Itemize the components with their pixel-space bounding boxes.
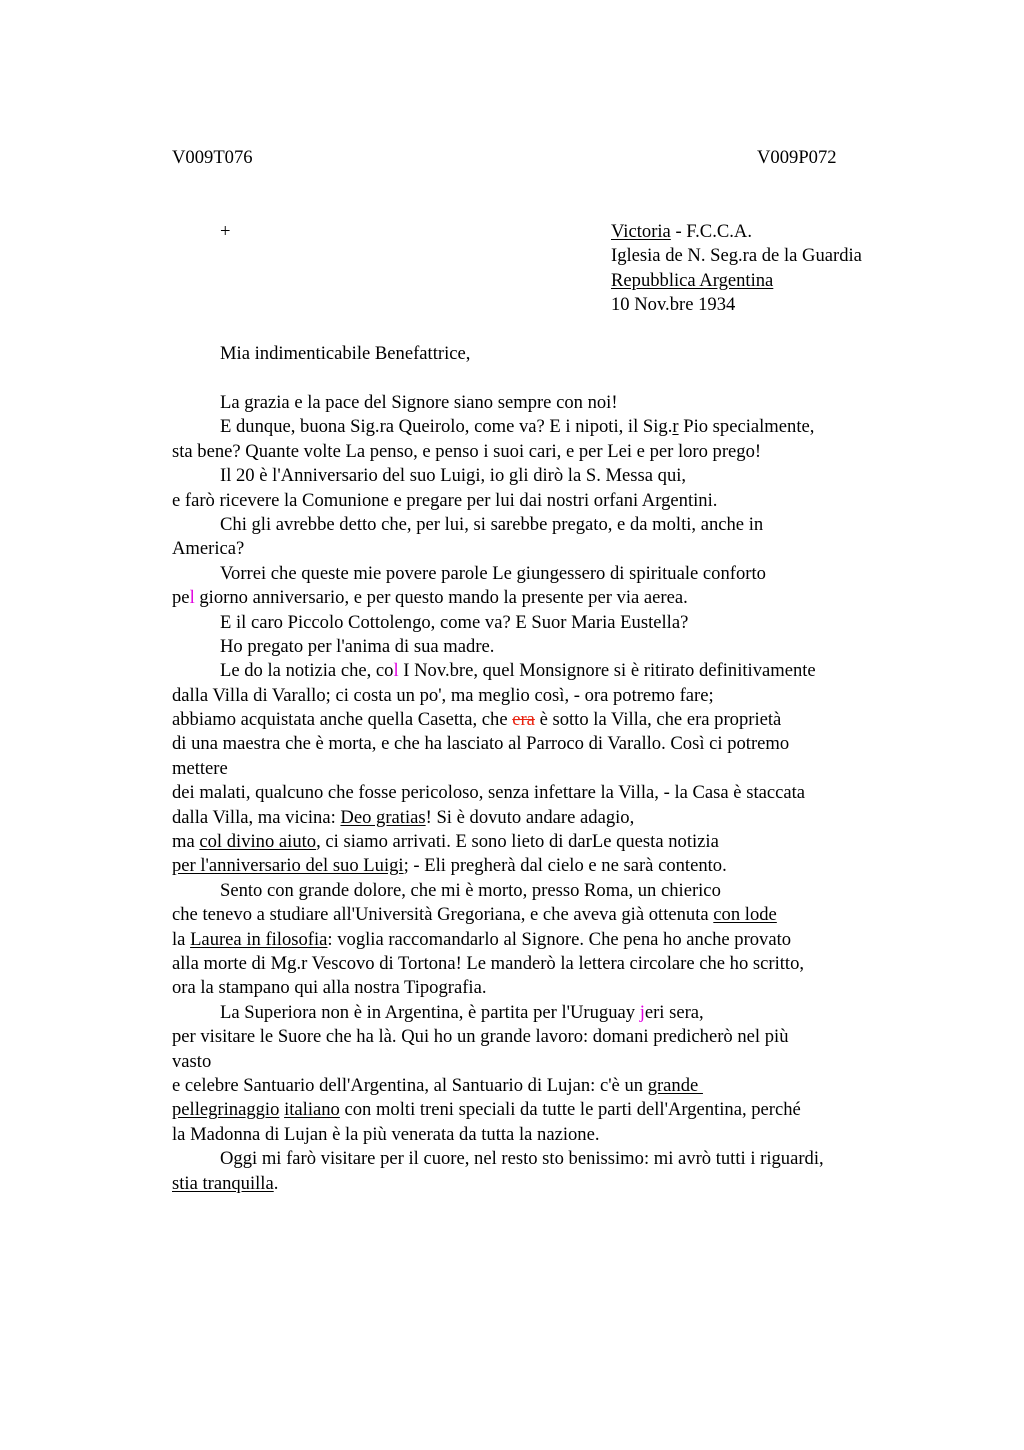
letter-body bbox=[172, 391, 912, 1196]
body-line bbox=[172, 928, 912, 952]
text-run: è sotto la Villa, che era proprietà bbox=[534, 709, 782, 731]
underlined-text: Deo gratias bbox=[340, 806, 426, 828]
body-line bbox=[172, 415, 912, 439]
text-run: , ci siamo arrivati. E sono lieto di darLe questa notizia bbox=[316, 831, 719, 853]
body-line: ora la stampano qui alla nostra Tipografia. bbox=[172, 977, 487, 999]
place-name: Victoria bbox=[611, 221, 671, 242]
underlined-text: r bbox=[672, 416, 679, 438]
address-line-country: Repubblica Argentina bbox=[611, 269, 774, 291]
body-line: Il 20 è l'Anniversario del suo Luigi, io gli dirò la S. Messa qui, bbox=[220, 465, 687, 487]
document-code-right: V009P072 bbox=[757, 147, 837, 168]
body-line: Ho pregato per l'anima di sua madre. bbox=[220, 635, 495, 657]
salutation: Mia indimenticabile Benefattrice, bbox=[220, 343, 471, 364]
text-run: Pio specialmente, bbox=[678, 416, 815, 438]
body-line bbox=[172, 1172, 912, 1196]
text-run: con molti treni speciali da tutte le parti dell'Argentina, perché bbox=[339, 1099, 801, 1121]
text-run: ma bbox=[172, 831, 200, 853]
body-line bbox=[172, 854, 912, 878]
text-run: Le do la notizia che, co bbox=[220, 660, 394, 682]
underlined-text: per l'anniversario del suo Luigi bbox=[172, 855, 404, 877]
body-line bbox=[172, 659, 912, 683]
page-header bbox=[0, 0, 1024, 180]
inserted-letter: l bbox=[189, 587, 195, 609]
text-run: giorno anniversario, e per questo mando la presente per via aerea. bbox=[194, 587, 688, 609]
body-line: alla morte di Mg.r Vescovo di Tortona! Le manderò la lettera circolare che ho scritto, bbox=[172, 952, 805, 974]
document-code-left: V009T076 bbox=[172, 147, 253, 168]
body-line: dei malati, qualcuno che fosse pericoloso, senza infettare la Villa, - la Casa è staccata bbox=[172, 782, 806, 804]
letter-date: 10 Nov.bre 1934 bbox=[611, 294, 736, 316]
body-line bbox=[172, 708, 912, 732]
underlined-text: col divino aiuto bbox=[199, 831, 317, 853]
address-line-place bbox=[611, 220, 862, 244]
body-line bbox=[172, 1001, 912, 1025]
body-line bbox=[172, 806, 912, 830]
body-line: America? bbox=[172, 538, 245, 560]
cross-symbol: + bbox=[220, 221, 231, 242]
body-line: Oggi mi farò visitare per il cuore, nel resto sto benissimo: mi avrò tutti i riguardi, bbox=[220, 1148, 824, 1170]
text-run: pe bbox=[172, 587, 190, 609]
text-run: che tenevo a studiare all'Università Gregoriana, e che aveva già ottenuta bbox=[172, 904, 714, 926]
body-line: Sento con grande dolore, che mi è morto, presso Roma, un chierico bbox=[220, 879, 721, 901]
body-line bbox=[172, 1074, 912, 1098]
body-line: la Madonna di Lujan è la più venerata da tutta la nazione. bbox=[172, 1123, 600, 1145]
text-run: . bbox=[273, 1172, 279, 1194]
body-line bbox=[172, 903, 912, 927]
text-run: ; - Eli pregherà dal cielo e ne sarà contento. bbox=[403, 855, 727, 877]
text-run: la bbox=[172, 928, 191, 950]
text-run: E dunque, buona Sig.ra Queirolo, come va? E i nipoti, il Sig. bbox=[220, 416, 673, 438]
underlined-text: grande bbox=[647, 1074, 703, 1096]
body-line: mettere bbox=[172, 757, 228, 779]
underlined-text: italiano bbox=[284, 1099, 340, 1121]
body-line: per visitare le Suore che ha là. Qui ho un grande lavoro: domani predicherò nel più bbox=[172, 1026, 789, 1048]
body-line: di una maestra che è morta, e che ha lasciato al Parroco di Varallo. Così ci potremo bbox=[172, 733, 790, 755]
body-line: La grazia e la pace del Signore siano sempre con noi! bbox=[220, 392, 618, 413]
underlined-text: Laurea in filosofia bbox=[190, 928, 328, 950]
underlined-text: stia tranquilla bbox=[172, 1172, 274, 1194]
body-line bbox=[172, 586, 912, 610]
body-line: Chi gli avrebbe detto che, per lui, si sarebbe pregato, e da molti, anche in bbox=[220, 513, 764, 535]
place-rest: - F.C.C.A. bbox=[670, 221, 752, 242]
text-run: e celebre Santuario dell'Argentina, al Santuario di Lujan: c'è un bbox=[172, 1074, 648, 1096]
inserted-letter: j bbox=[639, 1001, 645, 1023]
underlined-text: pellegrinaggio bbox=[172, 1099, 280, 1121]
body-line bbox=[172, 830, 912, 854]
text-run: ! Si è dovuto andare adagio, bbox=[425, 806, 635, 828]
body-line: sta bene? Quante volte La penso, e penso i suoi cari, e per Lei e per loro prego! bbox=[172, 440, 762, 462]
underlined-text: con lode bbox=[713, 904, 777, 926]
text-run: eri sera, bbox=[644, 1001, 704, 1023]
letterhead-address bbox=[611, 220, 862, 318]
text-run: : voglia raccomandarlo al Signore. Che pena ho anche provato bbox=[327, 928, 792, 950]
text-run: abbiamo acquistata anche quella Casetta, che bbox=[172, 709, 513, 731]
body-line: dalla Villa di Varallo; ci costa un po', ma meglio così, - ora potremo fare; bbox=[172, 684, 714, 706]
body-line: vasto bbox=[172, 1050, 212, 1072]
body-line: e farò ricevere la Comunione e pregare per lui dai nostri orfani Argentini. bbox=[172, 489, 718, 511]
text-run: I Nov.bre, quel Monsignore si è ritirato definitivamente bbox=[398, 660, 816, 682]
address-line-church: Iglesia de N. Seg.ra de la Guardia bbox=[611, 245, 862, 267]
text-run: La Superiora non è in Argentina, è partita per l'Uruguay bbox=[220, 1001, 640, 1023]
text-run: dalla Villa, ma vicina: bbox=[172, 806, 341, 828]
struck-text: era bbox=[512, 709, 535, 731]
body-line: Vorrei che queste mie povere parole Le giungessero di spirituale conforto bbox=[220, 562, 766, 584]
body-line bbox=[172, 1098, 912, 1122]
body-line: E il caro Piccolo Cottolengo, come va? E Suor Maria Eustella? bbox=[220, 611, 689, 633]
inserted-letter: l bbox=[393, 660, 399, 682]
